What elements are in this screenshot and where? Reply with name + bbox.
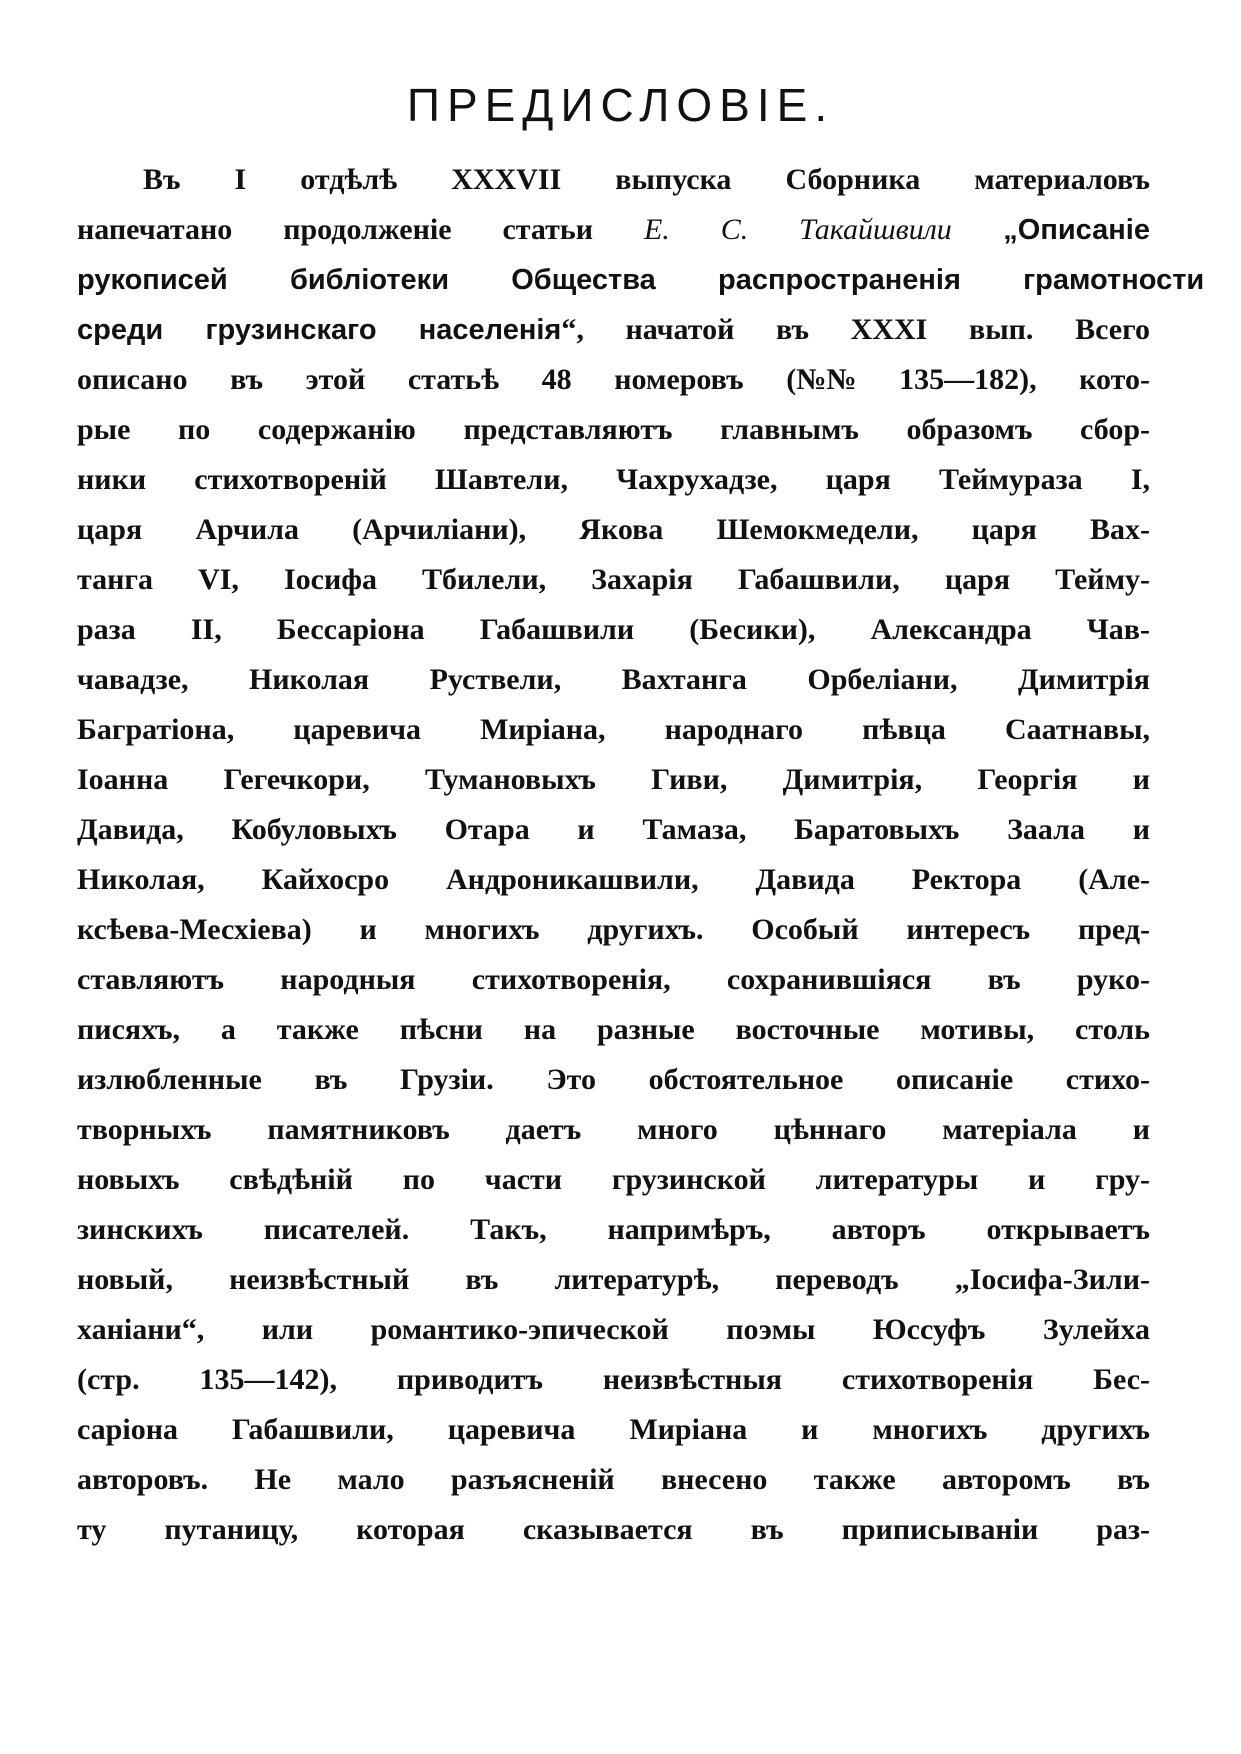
text-line [77, 1305, 1150, 1355]
article-title-content: рукописей библіотеки Общества распространенія грамотности [77, 264, 1205, 296]
text-line-content: новый, неизвѣстный въ литературѣ, переводъ „Іосифа-Зили- [77, 1263, 1150, 1296]
text-line-content: чавадзе, Николая Руствели, Вахтанга Орбеліани, Димитрія [77, 663, 1150, 696]
text-line-content: ксѣева-Месхіева) и многихъ другихъ. Особый интересъ пред- [77, 913, 1150, 946]
text-line [77, 1355, 1150, 1405]
text-line [77, 1455, 1150, 1505]
text-line-content: излюбленные въ Грузіи. Это обстоятельное описаніе стихо- [77, 1063, 1150, 1096]
text-line [77, 805, 1150, 855]
text-line-content: саріона Габашвили, царевича Миріана и многихъ другихъ [77, 1413, 1150, 1446]
text-line [77, 455, 1150, 505]
text-line-content: напечатано продолженіе статьи [77, 213, 644, 246]
text-line-content: раза II, Бессаріона Габашвили (Бесики), Александра Чав- [77, 613, 1150, 646]
text-line-content: Багратіона, царевича Миріана, народнаго пѣвца Саатнавы, [77, 713, 1150, 746]
text-line-content: Николая, Кайхосро Андроникашвили, Давида Ректора (Але- [77, 863, 1150, 896]
text-line-content: авторовъ. Не мало разъясненій внесено также авторомъ въ [77, 1463, 1150, 1496]
text-line [77, 655, 1150, 705]
text-line [77, 605, 1150, 655]
preface-paragraph [77, 155, 1205, 1555]
text-line [77, 505, 1150, 555]
text-line [77, 705, 1150, 755]
text-line [77, 405, 1150, 455]
text-line-content: ту путаницу, которая сказывается въ приписываніи раз- [77, 1513, 1150, 1546]
text-line [77, 1505, 1150, 1555]
text-line-content: (стр. 135—142), приводитъ неизвѣстныя стихотворенія Бес- [77, 1363, 1150, 1396]
text-line-content: творныхъ памятниковъ даетъ много цѣннаго матеріала и [77, 1113, 1150, 1146]
article-title-end: среди грузинскаго населенія [77, 314, 562, 346]
text-line-content: новыхъ свѣдѣній по части грузинской литературы и гру- [77, 1163, 1150, 1196]
text-line-content: писяхъ, а также пѣсни на разные восточные мотивы, столь [77, 1013, 1150, 1046]
text-line-content: ханіани“, или романтико-эпической поэмы Юссуфъ Зулейха [77, 1313, 1150, 1346]
text-line-content: Іоанна Гегечкори, Тумановыхъ Гиви, Димитрія, Георгія и [77, 763, 1150, 796]
author-name: Е. С. Такайшвили [643, 213, 952, 246]
text-line-content: Давида, Кобуловыхъ Отара и Тамаза, Баратовыхъ Заала и [77, 813, 1150, 846]
text-line-content: “, начатой въ XXXI вып. Всего [561, 313, 1150, 346]
text-line-content: рые по содержанію представляютъ главнымъ образомъ сбор- [77, 413, 1150, 446]
text-line [77, 905, 1150, 955]
text-line-content: танга VI, Іосифа Тбилели, Захарія Габашвили, царя Тейму- [77, 563, 1150, 596]
text-line [77, 155, 1150, 205]
text-line-content: царя Арчила (Арчиліани), Якова Шемокмедели, царя Вах- [77, 513, 1150, 546]
text-line [77, 1105, 1150, 1155]
text-line-content: описано въ этой статьѣ 48 номеровъ (№№ 135—182), кото- [77, 363, 1150, 396]
text-line [77, 355, 1150, 405]
text-line-content: Въ I отдѣлѣ XXXVII выпуска Сборника материаловъ [143, 163, 1150, 196]
text-line [77, 305, 1150, 355]
page-title: ПРЕДИСЛОВІЕ. [406, 79, 835, 131]
text-line [77, 555, 1150, 605]
text-line [77, 855, 1150, 905]
text-line [77, 1055, 1150, 1105]
article-title-start: „Описаніе [951, 214, 1150, 246]
text-line [77, 1005, 1150, 1055]
text-line [77, 1255, 1150, 1305]
text-line [77, 755, 1150, 805]
text-line [77, 955, 1150, 1005]
text-line [77, 1155, 1150, 1205]
article-title-line [77, 255, 1205, 305]
text-line-content: ники стихотвореній Шавтели, Чахрухадзе, царя Теймураза I, [77, 463, 1150, 496]
text-line [77, 1405, 1150, 1455]
text-line [77, 205, 1150, 255]
text-line-content: ставляютъ народныя стихотворенія, сохранившіяся въ руко- [77, 963, 1150, 996]
text-line [77, 1205, 1150, 1255]
text-line-content: зинскихъ писателей. Такъ, напримѣръ, авторъ открываетъ [77, 1213, 1150, 1246]
